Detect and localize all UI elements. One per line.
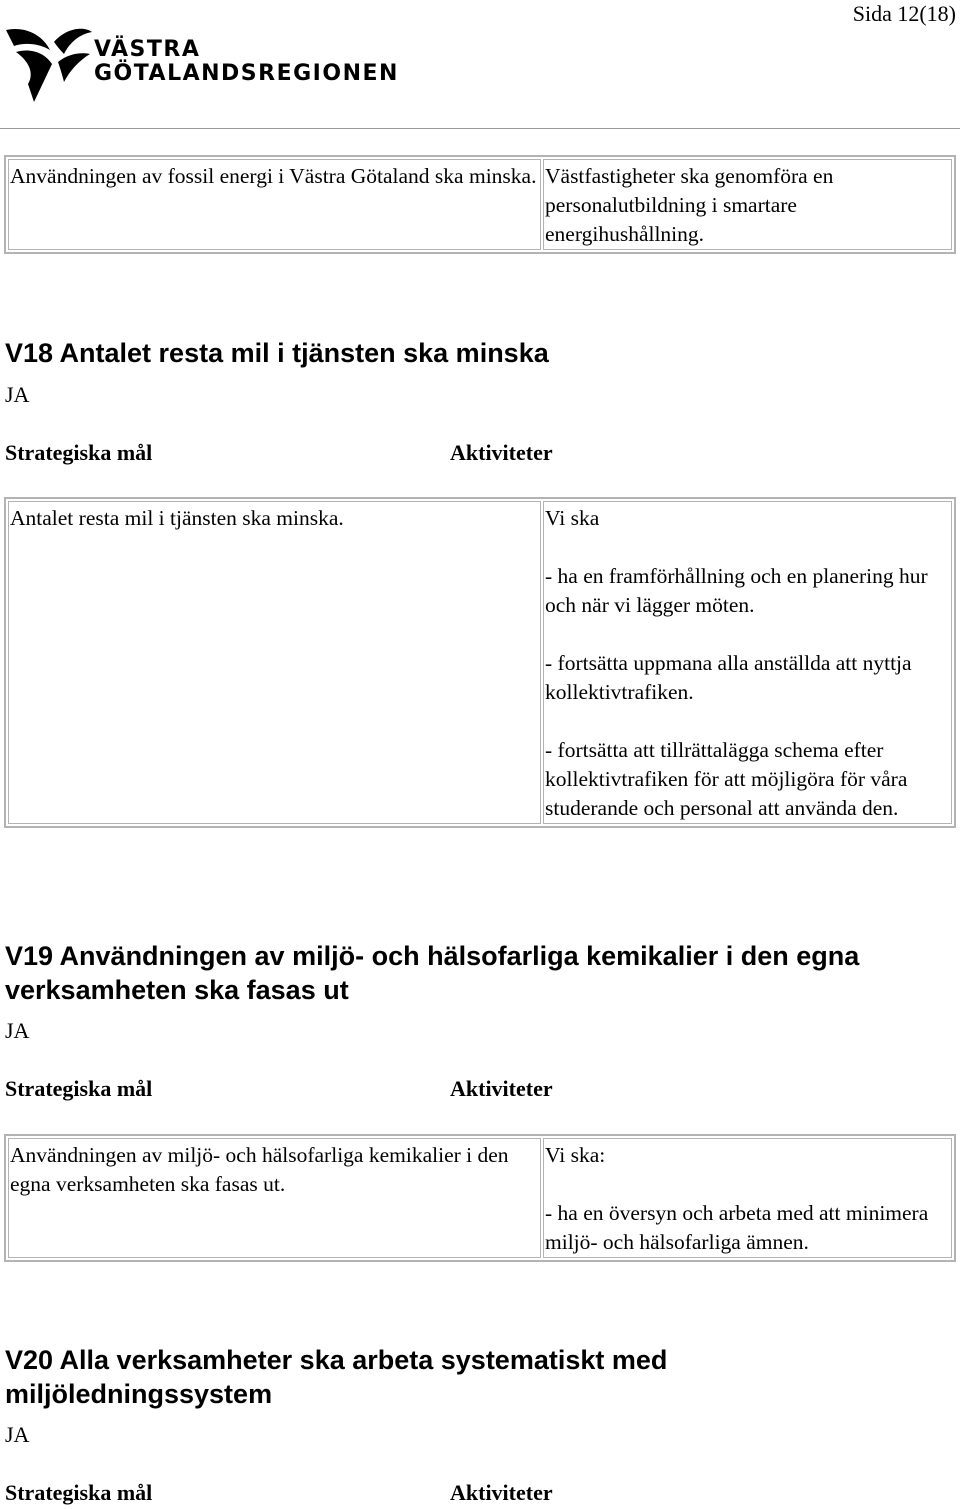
goal-cell: Användningen av fossil energi i Västra Götaland ska minska. xyxy=(8,159,541,250)
v18-activity-item: - fortsätta att tillrättalägga schema efter kollektivtrafiken för att möjligöra för våra studerande och personal att använda den. xyxy=(545,738,908,820)
v18-activity-intro: Vi ska xyxy=(545,506,600,530)
v19-table xyxy=(4,1134,956,1262)
logo-emblem-icon xyxy=(4,24,92,106)
table-row xyxy=(8,1138,952,1258)
v20-answer: JA xyxy=(5,1422,30,1447)
v19-activities-header: Aktiviteter xyxy=(450,1076,553,1101)
header-divider xyxy=(0,128,960,129)
vastra-gotalandsregionen-logo xyxy=(4,24,92,111)
v19-goal-cell: Användningen av miljö- och hälsofarliga kemikalier i den egna verksamheten ska fasas ut. xyxy=(8,1138,541,1258)
logo-line-2: GÖTALANDSREGIONEN xyxy=(94,61,399,86)
v19-answer: JA xyxy=(5,1018,30,1043)
v19-activity-item: - ha en översyn och arbeta med att minimera miljö- och hälsofarliga ämnen. xyxy=(545,1201,929,1254)
page-number: Sida 12(18) xyxy=(852,1,956,26)
v19-activities-cell xyxy=(543,1138,952,1258)
v18-activities-header: Aktiviteter xyxy=(450,440,553,465)
v18-goal-cell: Antalet resta mil i tjänsten ska minska. xyxy=(8,501,541,824)
v19-activity-intro: Vi ska: xyxy=(545,1143,606,1167)
activity-cell: Västfastigheter ska genomföra en personalutbildning i smartare energihushållning. xyxy=(543,159,952,250)
v18-activity-item: - ha en framförhållning och en planering hur och när vi lägger möten. xyxy=(545,564,928,617)
top-goal-table xyxy=(4,155,956,254)
logo-line-1: VÄSTRA xyxy=(94,37,201,62)
v20-goals-header: Strategiska mål xyxy=(5,1480,153,1505)
table-row xyxy=(8,501,952,824)
v20-heading: V20 Alla verksamheter ska arbeta systematiskt med miljöledningssystem xyxy=(5,1345,668,1409)
v18-answer: JA xyxy=(5,382,30,407)
v18-heading: V18 Antalet resta mil i tjänsten ska minska xyxy=(5,338,549,368)
v19-heading: V19 Användningen av miljö- och hälsofarliga kemikalier i den egna verksamheten ska fasas ut xyxy=(5,941,860,1005)
table-row xyxy=(8,159,952,250)
v18-goals-header: Strategiska mål xyxy=(5,440,153,465)
v18-activities-cell xyxy=(543,501,952,824)
v18-table xyxy=(4,497,956,828)
v18-activity-item: - fortsätta uppmana alla anställda att nyttja kollektivtrafiken. xyxy=(545,651,912,704)
logo-wordmark xyxy=(94,38,399,86)
v19-goals-header: Strategiska mål xyxy=(5,1076,153,1101)
v20-activities-header: Aktiviteter xyxy=(450,1480,553,1505)
